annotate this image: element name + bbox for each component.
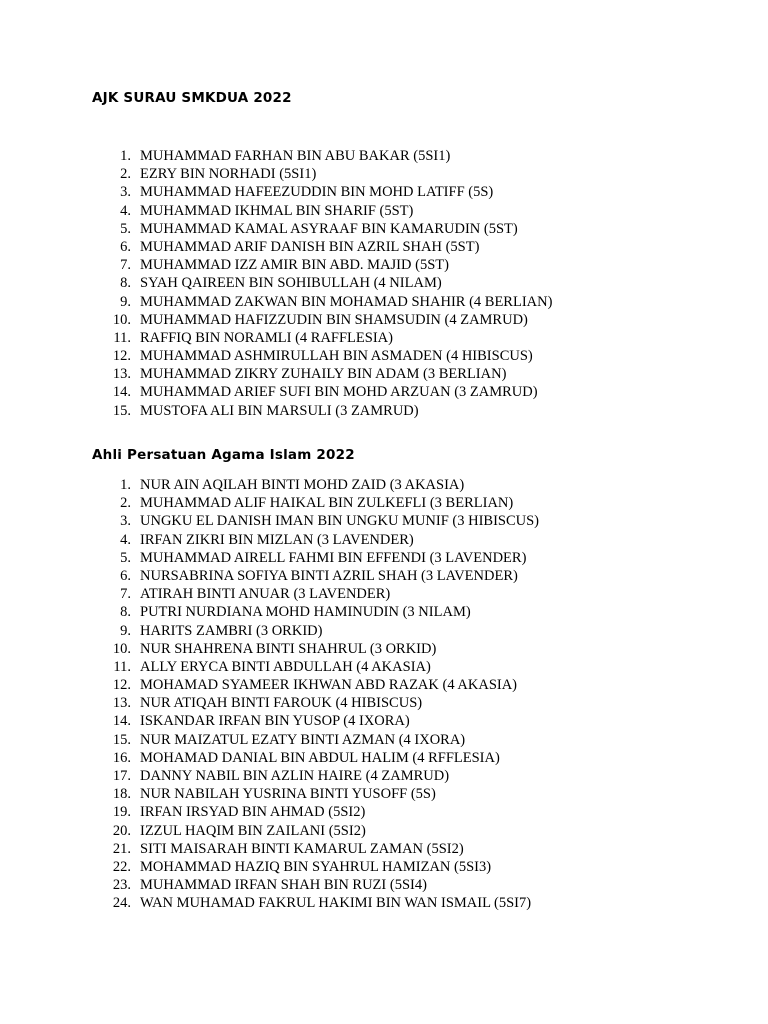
list-item-name: NUR SHAHRENA BINTI SHAHRUL (3 ORKID) [140, 640, 437, 657]
list-item-number: 24. [112, 895, 131, 912]
list-item-name: MOHAMAD DANIAL BIN ABDUL HALIM (4 RFFLESIA) [140, 749, 500, 766]
list-item-number: 3. [120, 184, 131, 201]
list-item-number: 10. [112, 640, 131, 657]
list-item-name: MUSTOFA ALI BIN MARSULI (3 ZAMRUD) [140, 402, 419, 419]
list-item-number: 12. [112, 677, 131, 694]
list-item-name: IRFAN ZIKRI BIN MIZLAN (3 LAVENDER) [140, 531, 414, 548]
list-item-number: 9. [120, 622, 131, 639]
list-item-name: NUR NABILAH YUSRINA BINTI YUSOFF (5S) [140, 786, 436, 803]
list-item-name: MUHAMMAD IKHMAL BIN SHARIF (5ST) [140, 202, 414, 219]
list-item-number: 3. [120, 513, 131, 530]
list-item-number: 1. [120, 477, 131, 493]
list-item-number: 21. [112, 840, 131, 857]
list-item-number: 10. [112, 311, 131, 328]
list-item-number: 15. [112, 731, 131, 748]
list-item-name: ATIRAH BINTI ANUAR (3 LAVENDER) [140, 586, 391, 603]
list-item-number: 8. [120, 275, 131, 292]
list-item-number: 13. [112, 366, 131, 383]
list-item-number: 1. [120, 148, 131, 164]
list-item-number: 8. [120, 604, 131, 621]
list-item-name: MUHAMMAD HAFIZZUDIN BIN SHAMSUDIN (4 ZAMRUD) [140, 311, 528, 328]
list-item-name: MUHAMMAD FARHAN BIN ABU BAKAR (5SI1) [140, 148, 451, 164]
list-item-number: 12. [112, 348, 131, 365]
list-item-number: 11. [113, 658, 131, 675]
list-item-name: MOHAMMAD HAZIQ BIN SYAHRUL HAMIZAN (5SI3) [140, 858, 492, 875]
list-item-number: 5. [120, 220, 131, 237]
list-item-number: 2. [120, 166, 131, 183]
list-item-name: IZZUL HAQIM BIN ZAILANI (5SI2) [140, 822, 366, 839]
list-item-name: RAFFIQ BIN NORAMLI (4 RAFFLESIA) [140, 329, 393, 346]
list-item-name: ISKANDAR IRFAN BIN YUSOP (4 IXORA) [140, 713, 410, 730]
list-item-name: HARITS ZAMBRI (3 ORKID) [140, 622, 323, 639]
list-item-number: 14. [112, 384, 131, 401]
list-item-name: WAN MUHAMAD FAKRUL HAKIMI BIN WAN ISMAIL (5SI7) [140, 895, 532, 912]
list-item-number: 16. [112, 749, 131, 766]
list-item-number: 11. [113, 329, 131, 346]
list-item-number: 17. [112, 768, 131, 784]
list-item-number: 14. [112, 713, 131, 730]
list-item-number: 5. [120, 549, 131, 566]
list-item-name: IRFAN IRSYAD BIN AHMAD (5SI2) [140, 804, 366, 821]
list-item-name: MUHAMMAD KAMAL ASYRAAF BIN KAMARUDIN (5ST) [140, 220, 518, 237]
list-item-name: EZRY BIN NORHADI (5SI1) [140, 166, 317, 183]
list-item-name: NUR ATIQAH BINTI FAROUK (4 HIBISCUS) [140, 695, 423, 712]
list-item-number: 4. [120, 202, 131, 219]
list-item-name: ALLY ERYCA BINTI ABDULLAH (4 AKASIA) [140, 658, 431, 675]
list-item-name: MUHAMMAD ARIEF SUFI BIN MOHD ARZUAN (3 ZAMRUD) [140, 384, 538, 401]
section-title-ajk-surau: AJK SURAU SMKDUA 2022 [92, 90, 292, 106]
list-item-name: SYAH QAIREEN BIN SOHIBULLAH (4 NILAM) [140, 275, 442, 292]
list-item-number: 23. [112, 877, 131, 894]
list-item-name: MUHAMMAD ARIF DANISH BIN AZRIL SHAH (5ST) [140, 238, 480, 255]
section-title-persatuan-agama-islam: Ahli Persatuan Agama Islam 2022 [92, 447, 355, 463]
list-item-name: DANNY NABIL BIN AZLIN HAIRE (4 ZAMRUD) [140, 768, 450, 784]
list-item-number: 20. [112, 822, 131, 839]
list-item-number: 2. [120, 495, 131, 512]
list-item-number: 6. [120, 238, 131, 255]
list-item-name: NURSABRINA SOFIYA BINTI AZRIL SHAH (3 LAVENDER) [140, 567, 518, 584]
list-item-name: PUTRI NURDIANA MOHD HAMINUDIN (3 NILAM) [140, 604, 471, 621]
list-item-name: MUHAMMAD ZAKWAN BIN MOHAMAD SHAHIR (4 BERLIAN) [140, 293, 553, 310]
list-item-number: 4. [120, 531, 131, 548]
list-item-name: NUR AIN AQILAH BINTI MOHD ZAID (3 AKASIA) [140, 477, 465, 493]
list-item-name: NUR MAIZATUL EZATY BINTI AZMAN (4 IXORA) [140, 731, 466, 748]
list-item-number: 7. [120, 257, 131, 274]
list-item-name: MUHAMMAD ALIF HAIKAL BIN ZULKEFLI (3 BERLIAN) [140, 495, 514, 512]
list-item-number: 19. [112, 804, 131, 821]
list-item-number: 22. [112, 858, 131, 875]
list-item-name: MUHAMMAD AIRELL FAHMI BIN EFFENDI (3 LAVENDER) [140, 549, 527, 566]
list-item-name: MUHAMMAD HAFEEZUDDIN BIN MOHD LATIFF (5S) [140, 184, 494, 201]
list-item-name: MUHAMMAD IZZ AMIR BIN ABD. MAJID (5ST) [140, 257, 449, 274]
list-item-number: 15. [112, 402, 131, 419]
list-item-name: MUHAMMAD IRFAN SHAH BIN RUZI (5SI4) [140, 877, 427, 894]
list-item-name: SITI MAISARAH BINTI KAMARUL ZAMAN (5SI2) [140, 840, 464, 857]
list-item-number: 13. [112, 695, 131, 712]
list-item-name: MOHAMAD SYAMEER IKHWAN ABD RAZAK (4 AKASIA) [140, 677, 518, 694]
list-item-number: 7. [120, 586, 131, 603]
list-item-number: 18. [112, 786, 131, 803]
list-item-name: MUHAMMAD ZIKRY ZUHAILY BIN ADAM (3 BERLIAN) [140, 366, 507, 383]
list-item-number: 6. [120, 567, 131, 584]
list-item-number: 9. [120, 293, 131, 310]
list-item-name: UNGKU EL DANISH IMAN BIN UNGKU MUNIF (3 HIBISCUS) [140, 513, 540, 530]
list-item-name: MUHAMMAD ASHMIRULLAH BIN ASMADEN (4 HIBISCUS) [140, 348, 533, 365]
